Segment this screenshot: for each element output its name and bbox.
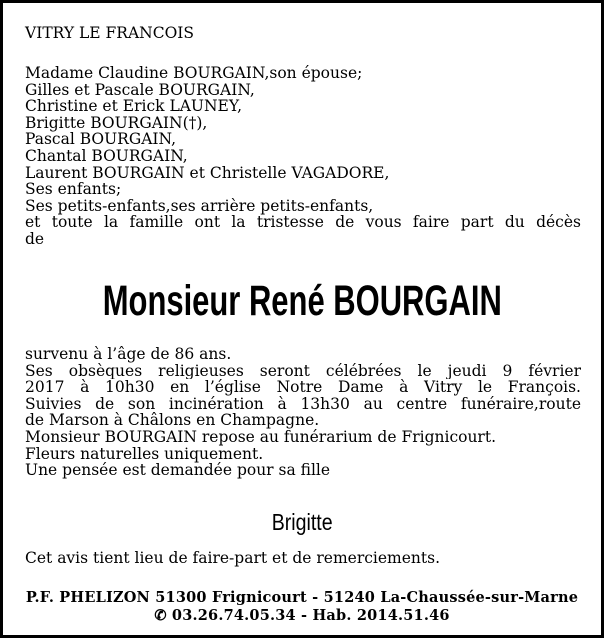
funeral-home-phone: ✆ 03.26.74.05.34 - Hab. 2014.51.46 (154, 607, 450, 624)
detail-line: Fleurs naturelles uniquement. (25, 444, 264, 463)
family-line: Ses petits-enfants,ses arrière petits-enfants, (25, 196, 374, 215)
family-line: Pascal BOURGAIN, (25, 130, 177, 149)
family-line: Brigitte BOURGAIN(†), (25, 113, 208, 132)
family-line: Madame Claudine BOURGAIN,son épouse; (25, 64, 363, 82)
family-list (25, 65, 581, 248)
family-line: Ses enfants; (25, 180, 122, 199)
family-line: Gilles et Pascale BOURGAIN, (25, 80, 255, 99)
funeral-details (25, 346, 581, 479)
location-heading: VITRY LE FRANCOIS (25, 24, 195, 42)
family-line: Christine et Erick LAUNEY, (25, 97, 243, 116)
detail-line: Ses obsèques religieuses seront célébrées le jeudi 9 février (25, 362, 581, 380)
detail-line: survenu à l’âge de 86 ans. (25, 345, 232, 363)
detail-line: de Marson à Châlons en Champagne. (25, 411, 320, 430)
closing-note: Cet avis tient lieu de faire-part et de remerciements. (25, 549, 441, 567)
signature: Brigitte (271, 509, 333, 535)
detail-line: 2017 à 10h30 en l’église Notre Dame à Vitry le François. (25, 379, 581, 396)
family-line: Chantal BOURGAIN, (25, 146, 188, 165)
deceased-name: Monsieur René BOURGAIN (102, 277, 502, 325)
family-line: et toute la famille ont la tristesse de vous faire part du décès (25, 214, 581, 231)
family-line: Laurent BOURGAIN et Christelle VAGADORE, (25, 163, 390, 182)
detail-line: Suivies de son incinération à 13h30 au centre funéraire,route (25, 395, 581, 413)
detail-line: Une pensée est demandée pour sa fille (25, 461, 331, 480)
funeral-home-address: P.F. PHELIZON 51300 Frignicourt - 51240 La-Chaussée-sur-Marne (25, 589, 579, 606)
detail-line: Monsieur BOURGAIN repose au funérarium de Frignicourt. (25, 427, 497, 446)
family-line: de (25, 229, 45, 248)
